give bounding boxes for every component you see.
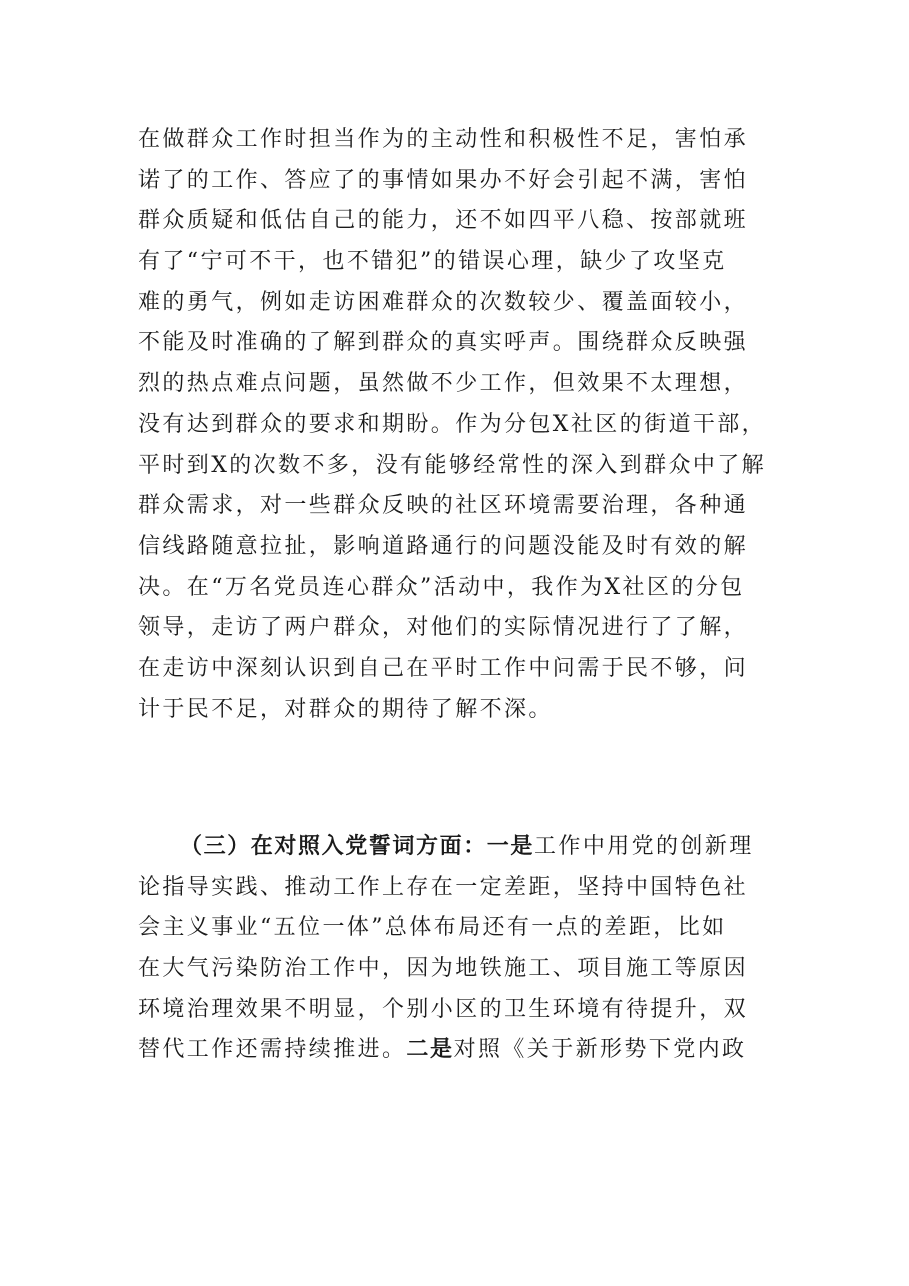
section-heading: （三）在对照入党誓词方面：一是	[180, 834, 535, 859]
paragraph-2	[138, 827, 778, 1071]
heading-continuation: 工作中用党的创新理	[534, 834, 754, 859]
text-line: 难的勇气，例如走访困难群众的次数较少、覆盖面较小，	[138, 289, 749, 315]
text-line: 信线路随意拉扯，影响道路通行的问题没能及时有效的解	[138, 533, 749, 559]
text-line: 烈的热点难点问题，虽然做不少工作，但效果不太理想，	[138, 371, 749, 397]
text-line: 在做群众工作时担当作为的主动性和积极性不足，害怕承	[138, 127, 749, 152]
text-line-last	[138, 1030, 778, 1071]
text-line: 群众需求，对一些群众反映的社区环境需要治理，各种通	[138, 493, 749, 519]
point-marker: 二是	[406, 1037, 454, 1063]
text-line: 诺了的工作、答应了的事情如果办不好会引起不满，害怕	[138, 167, 749, 193]
text-line-heading	[138, 827, 778, 868]
last-line-rest: 对照《关于新形势下党内政	[453, 1037, 747, 1063]
text-line: 平时到X的次数不多，没有能够经常性的深入到群众中了解	[138, 452, 767, 478]
text-line: 论指导实践、推动工作上存在一定差距，坚持中国特色社	[138, 874, 749, 900]
last-line-start: 替代工作还需持续推进。	[138, 1037, 407, 1063]
paragraph-1	[138, 120, 778, 730]
text-line: 领导，走访了两户群众，对他们的实际情况进行了了解，	[138, 615, 749, 641]
text-line: 群众质疑和低估自己的能力，还不如四平八稳、按部就班	[138, 208, 749, 234]
text-line: 不能及时准确的了解到群众的真实呼声。围绕群众反映强	[138, 330, 749, 356]
text-line: 决。在“万名党员连心群众”活动中，我作为X社区的分包	[138, 574, 745, 600]
text-line: 有了“宁可不干，也不错犯”的错误心理，缺少了攻坚克	[138, 249, 727, 275]
text-line: 没有达到群众的要求和期盼。作为分包X社区的街道干部，	[138, 411, 767, 437]
text-line: 在大气污染防治工作中，因为地铁施工、项目施工等原因	[138, 956, 749, 982]
text-line: 会主义事业“五位一体”总体布局还有一点的差距，比如	[138, 915, 727, 941]
text-line: 计于民不足，对群众的期待了解不深。	[138, 696, 553, 722]
text-line: 环境治理效果不明显，个别小区的卫生环境有待提升，双	[138, 996, 749, 1022]
text-line: 在走访中深刻认识到自己在平时工作中问需于民不够，问	[138, 655, 749, 681]
